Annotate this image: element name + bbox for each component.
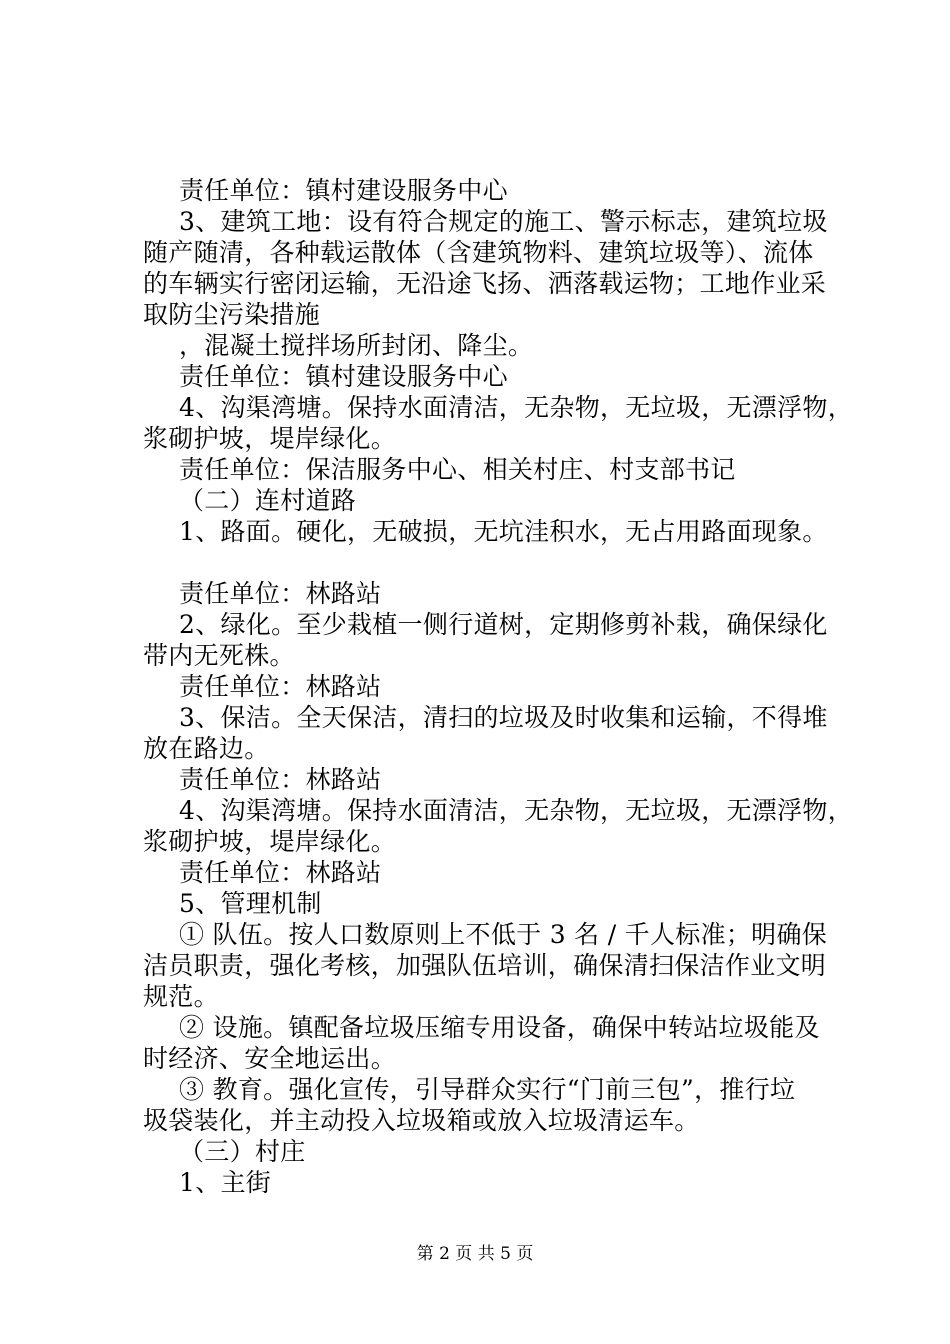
text-line: 的车辆实行密闭运输，无沿途飞扬、洒落载运物；工地作业采 [143, 269, 827, 298]
text-line: 2、绿化。至少栽植一侧行道树，定期修剪补栽，确保绿化 [179, 610, 828, 639]
text-line: 责任单位：镇村建设服务中心 [179, 176, 508, 205]
text-line: ② 设施。镇配备垃圾压缩专用设备，确保中转站垃圾能及 [179, 1013, 820, 1042]
text-line: 4、沟渠湾塘。保持水面清洁，无杂物，无垃圾，无漂浮物， [179, 393, 854, 422]
page-footer: 第 2 页 共 5 页 [416, 1244, 534, 1264]
text-line: 放在路边。 [143, 734, 270, 763]
text-line: 5、管理机制 [179, 889, 322, 918]
text-line: 规范。 [143, 982, 219, 1011]
text-line: （三）村庄 [179, 1137, 306, 1166]
text-line: 责任单位：林路站 [179, 858, 382, 887]
text-line: 随产随清，各种载运散体（含建筑物料、建筑垃圾等）、流体 [143, 238, 814, 267]
blank-line [143, 547, 843, 578]
text-line: 洁员职责，强化考核，加强队伍培训，确保清扫保洁作业文明 [143, 951, 827, 980]
text-line: 1、路面。硬化，无破损，无坑洼积水，无占用路面现象。 [179, 517, 828, 546]
text-line: （二）连村道路 [179, 486, 357, 515]
document-body [143, 175, 854, 1198]
text-line: 责任单位：林路站 [179, 765, 382, 794]
text-line: 浆砌护坡，堤岸绿化。 [143, 424, 397, 453]
text-line: 圾袋装化，并主动投入垃圾箱或放入垃圾清运车。 [143, 1106, 700, 1135]
text-line: 浆砌护坡，堤岸绿化。 [143, 827, 397, 856]
text-line: 1、主街 [179, 1168, 272, 1197]
text-line: ① 队伍。按人口数原则上不低于 3 名 / 千人标准；明确保 [179, 920, 828, 949]
text-line: ③ 教育。强化宣传，引导群众实行“门前三包”，推行垃 [179, 1075, 796, 1104]
text-line: 4、沟渠湾塘。保持水面清洁，无杂物，无垃圾，无漂浮物， [179, 796, 854, 825]
text-line: 责任单位：保洁服务中心、相关村庄、村支部书记 [179, 455, 736, 484]
text-line: ，混凝土搅拌场所封闭、降尘。 [179, 331, 534, 360]
text-line: 责任单位：镇村建设服务中心 [179, 362, 508, 391]
text-line: 带内无死株。 [143, 641, 295, 670]
text-line: 3、保洁。全天保洁，清扫的垃圾及时收集和运输，不得堆 [179, 703, 828, 732]
text-line: 取防尘污染措施 [143, 300, 321, 329]
text-line: 责任单位：林路站 [179, 672, 382, 701]
text-line: 3、建筑工地：设有符合规定的施工、警示标志，建筑垃圾 [179, 207, 828, 236]
text-line: 责任单位：林路站 [179, 579, 382, 608]
text-line: 时经济、安全地运出。 [143, 1044, 397, 1073]
